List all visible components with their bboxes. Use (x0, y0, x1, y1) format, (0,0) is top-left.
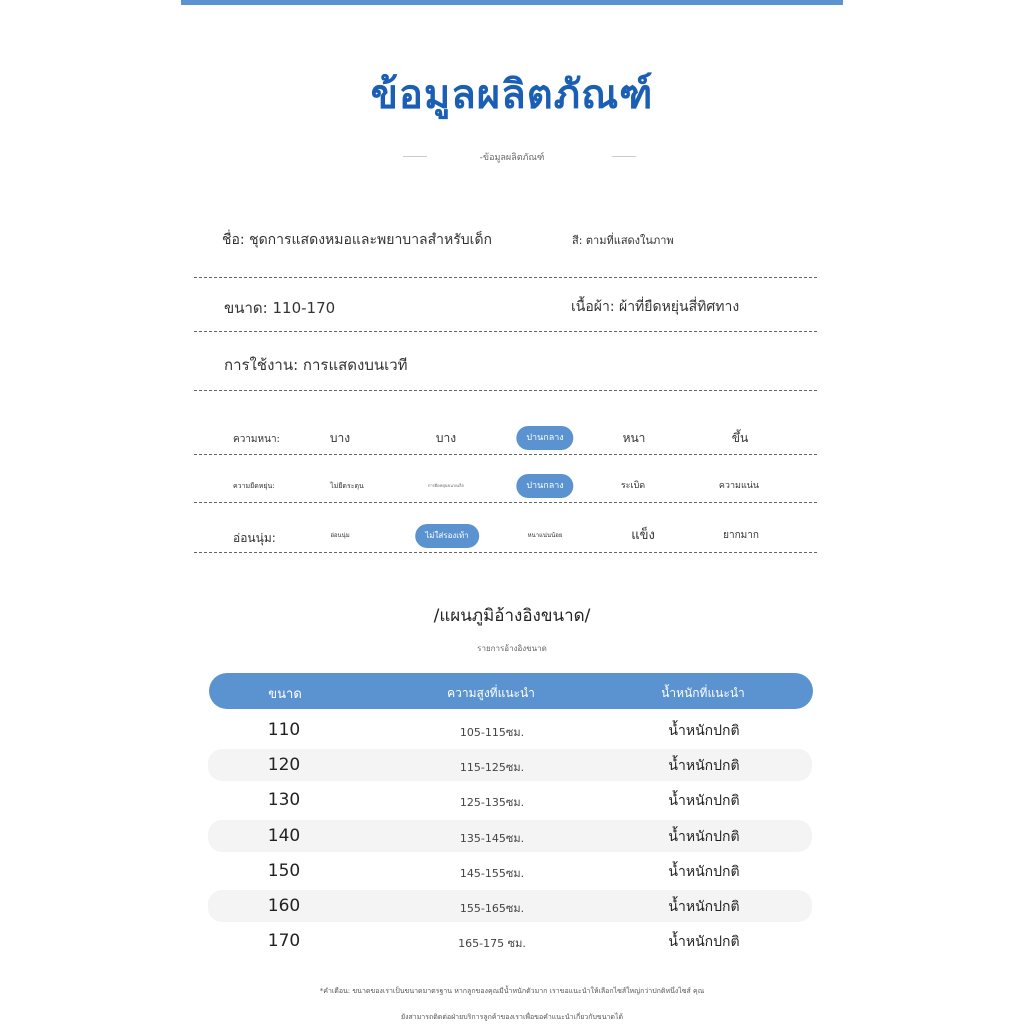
attr-option: อ่อนนุ่ม (330, 532, 350, 539)
attr-row-softness (195, 522, 817, 550)
cell-size: 150 (267, 860, 301, 881)
attr-option: ยากมาก (723, 530, 759, 541)
table-row (208, 784, 812, 816)
attr-option: ความแน่น (718, 481, 760, 491)
divider (194, 331, 817, 332)
attr-option-selected: ปานกลาง (516, 426, 573, 450)
attr-option: ระเบิด (620, 481, 646, 491)
table-row (208, 714, 812, 746)
cell-height: 145-155ซม. (459, 866, 525, 880)
cell-size: 120 (267, 755, 301, 776)
divider (194, 552, 817, 553)
cell-weight: น้ำหนักปกติ (668, 863, 740, 880)
page-subtitle: -ข้อมูลผลิตภัณฑ์ (479, 153, 545, 163)
product-color: สี: ตามที่แสดงในภาพ (572, 234, 674, 247)
table-row (208, 820, 812, 852)
cell-weight: น้ำหนักปกติ (668, 899, 740, 915)
size-chart-title: /แผนภูมิอ้างอิงขนาด/ (433, 606, 591, 626)
cell-height: 125-135ซม. (459, 796, 525, 810)
page-title: ข้อมูลผลิตภัณฑ์ (370, 72, 654, 118)
column-header-height: ความสูงที่แนะนำ (447, 686, 535, 700)
cell-weight: น้ำหนักปกติ (668, 723, 740, 739)
table-row (208, 855, 812, 887)
attr-row-elasticity (195, 472, 817, 500)
attr-option: ขึ้น (731, 431, 749, 445)
size-table-header (209, 673, 813, 709)
cell-weight: น้ำหนักปกติ (668, 758, 740, 775)
table-row (208, 890, 812, 922)
attr-option: แข็ง (631, 528, 655, 543)
divider (194, 390, 817, 391)
attr-option: หนาแน่นน้อย (527, 532, 563, 539)
attr-label: ความยืดหยุ่น: (233, 482, 275, 490)
cell-size: 170 (267, 931, 301, 952)
attr-label: อ่อนนุ่ม: (233, 531, 276, 545)
cell-weight: น้ำหนักปกติ (668, 828, 740, 845)
column-header-weight: น้ำหนักที่แนะนำ (661, 686, 745, 700)
table-row (208, 749, 812, 781)
attr-row-thickness (195, 424, 817, 452)
cell-size: 110 (267, 720, 301, 740)
cell-size: 140 (267, 825, 301, 846)
size-chart-subtitle: รายการอ้างอิงขนาด (477, 644, 547, 653)
product-usage: การใช้งาน: การแสดงบนเวที (224, 356, 408, 374)
product-fabric: เนื้อผ้า: ผ้าที่ยืดหยุ่นสี่ทิศทาง (571, 299, 740, 315)
attr-label: ความหนา: (233, 434, 280, 445)
attr-option: บาง (329, 431, 351, 445)
top-accent-bar (181, 0, 843, 5)
divider (194, 454, 817, 455)
divider (194, 502, 817, 503)
cell-height: 105-115ซม. (459, 726, 525, 739)
subtitle-divider-right (612, 156, 636, 157)
column-header-size: ขนาด (268, 687, 302, 702)
cell-size: 130 (267, 790, 301, 811)
attr-option-selected: ปานกลาง (516, 474, 573, 498)
table-row (208, 925, 812, 957)
footnote: *คำเตือน: ขนาดของเราเป็นขนาดมาตรฐาน หากลูกของคุณมีน้ำหนักตัวมาก เราขอแนะนำให้เลือกไซส์ใหญ่กว่าปกติหนึ่งไซส์ คุณ (319, 987, 705, 995)
cell-height: 155-165ซม. (459, 902, 525, 915)
attr-option: การยืดหยุ่นขนาดเล็ก (427, 483, 465, 488)
attr-option: ไม่ยืดระดุน (330, 482, 364, 490)
divider (194, 277, 817, 278)
cell-height: 115-125ซม. (459, 761, 525, 775)
attr-option-selected: ไม่ใส่รองเท้า (415, 524, 479, 548)
cell-size: 160 (267, 896, 301, 916)
product-size: ขนาด: 110-170 (224, 299, 336, 317)
product-name: ชื่อ: ชุดการแสดงหมอและพยาบาลสำหรับเด็ก (222, 232, 493, 248)
attr-option: บาง (435, 431, 457, 445)
cell-height: 165-175 ซม. (458, 937, 526, 951)
cell-height: 135-145ซม. (459, 831, 525, 845)
cell-weight: น้ำหนักปกติ (668, 793, 740, 810)
attr-option: หนา (622, 431, 646, 445)
footnote: ยังสามารถติดต่อฝ่ายบริการลูกค้าของเราเพื่อขอคำแนะนำเกี่ยวกับขนาดได้ (400, 1013, 624, 1021)
cell-weight: น้ำหนักปกติ (668, 934, 740, 951)
